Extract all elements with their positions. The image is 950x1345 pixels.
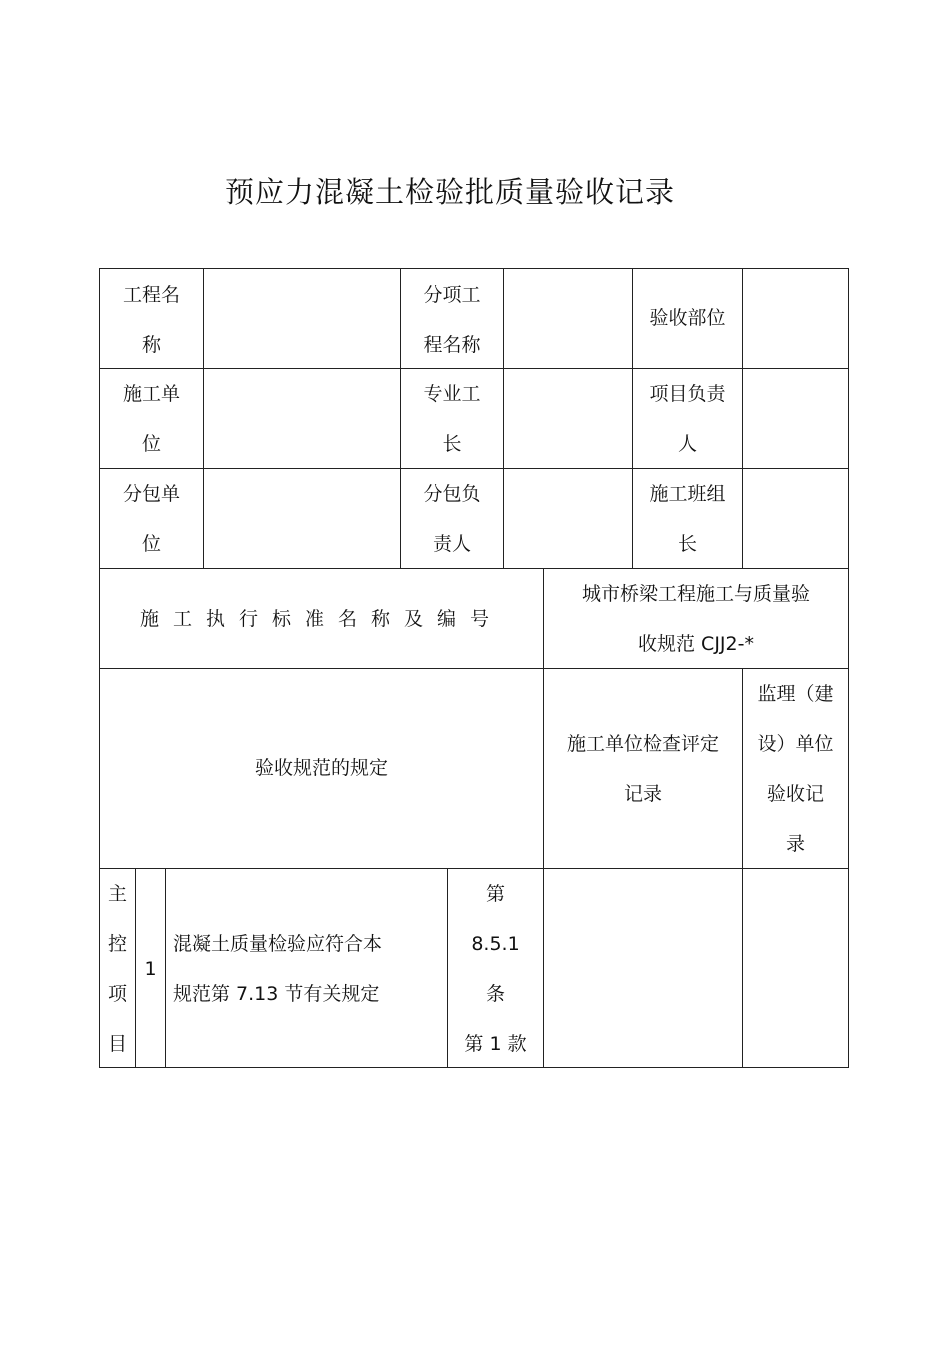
item-requirement: 混凝土质量检验应符合本 规范第 7.13 节有关规定 [173,933,383,1005]
subcontract-unit-label: 分包单 位 [122,483,180,555]
item-number: 1 [144,958,157,980]
subcontract-manager-label: 分包负 责人 [423,483,481,555]
standard-value: 城市桥梁工程施工与质量验 收规范 CJJ2-* [581,583,810,655]
item-clause: 第 8.5.1 条 第 1 款 [464,883,527,1055]
acceptance-part-label: 验收部位 [649,307,726,329]
standard-label: 施工执行标准名称及编号 [139,608,503,630]
main-control-label: 主 控 项 目 [107,883,127,1055]
project-manager-label: 项目负责 人 [649,383,726,455]
foreman-label: 专业工 长 [423,383,481,455]
sub-item-label: 分项工 程名称 [423,284,481,356]
spec-header: 验收规范的规定 [254,757,388,779]
supervisor-header: 监理（建 设）单位 验收记 录 [757,683,834,855]
contractor-eval-header: 施工单位检查评定 记录 [566,733,719,805]
construction-unit-label: 施工单 位 [122,383,180,455]
project-name-label: 工程名 称 [122,284,180,356]
page-title: 预应力混凝土检验批质量验收记录 [224,175,675,209]
team-leader-label: 施工班组 长 [649,483,726,555]
